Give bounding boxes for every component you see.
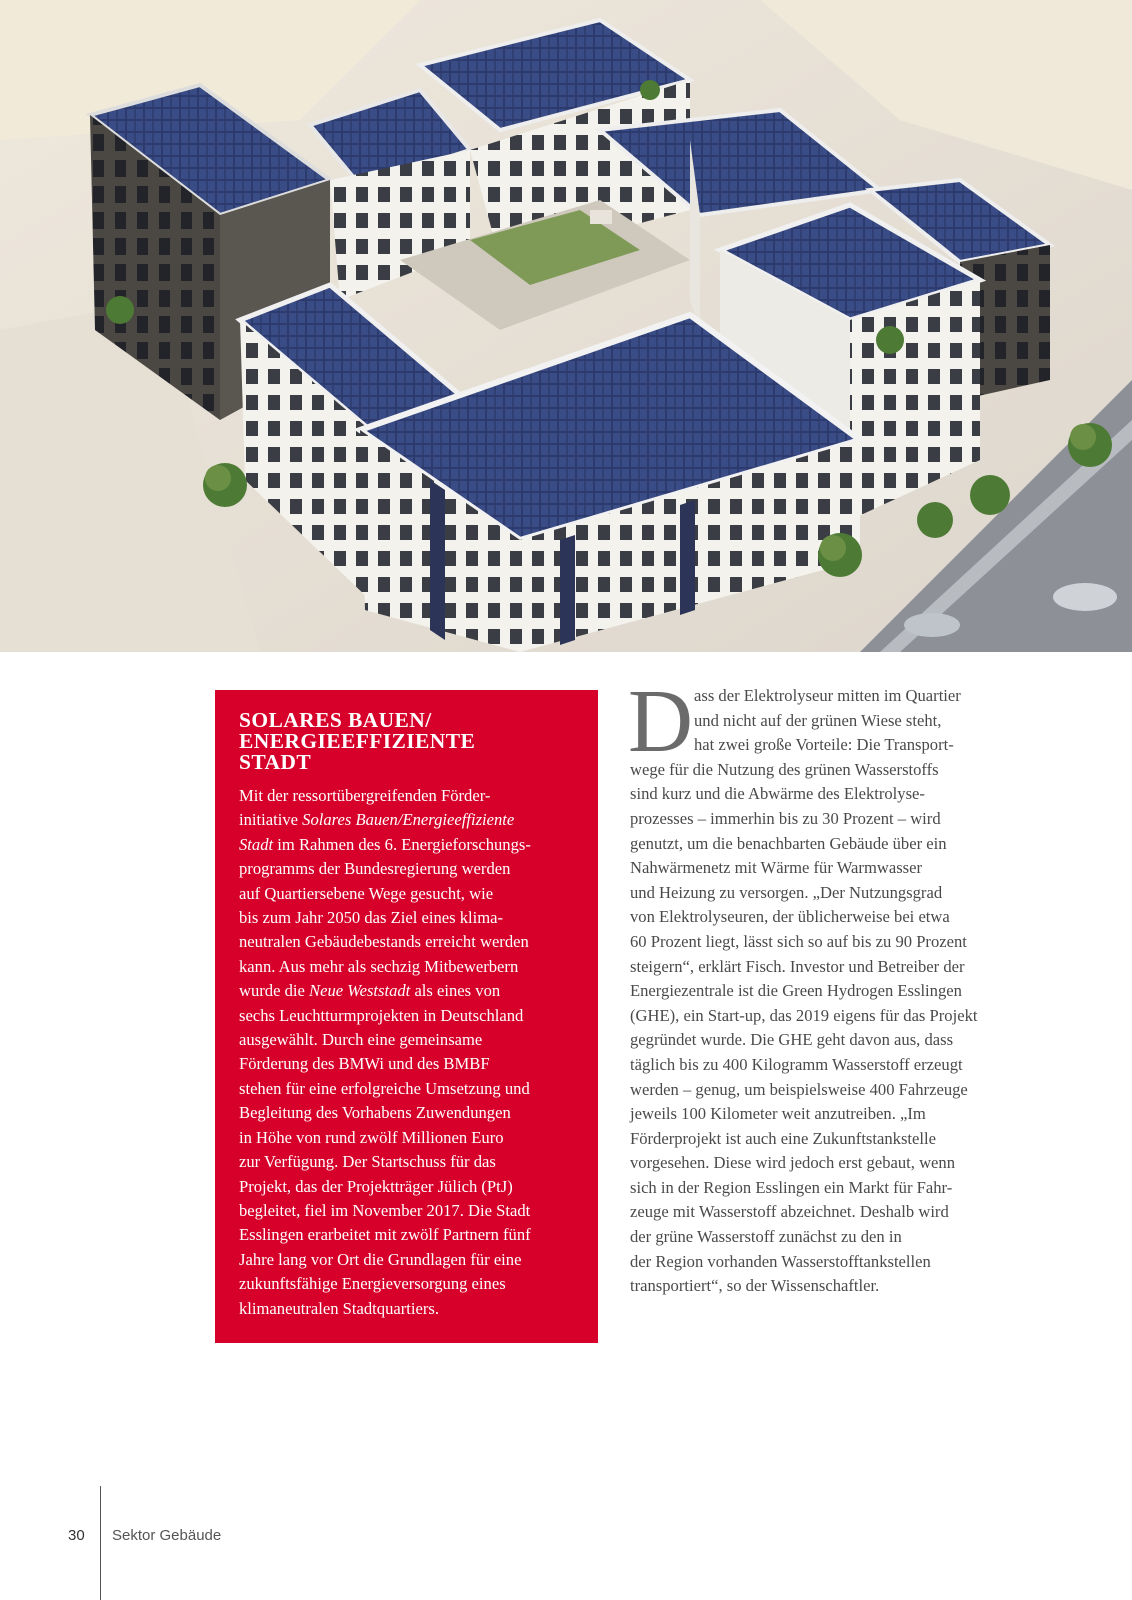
info-box-body <box>239 784 576 1321</box>
info-box-text-line: programms der Bundesregierung werden <box>239 859 511 879</box>
article-text-line: sich in der Region Esslingen ein Markt für Fahr- <box>630 1177 953 1197</box>
info-box-title <box>239 710 576 773</box>
info-box-text-line: bis zum Jahr 2050 das Ziel eines klima- <box>239 908 504 928</box>
article-column <box>628 672 1020 1299</box>
info-box-solares-bauen <box>215 690 598 1343</box>
info-box-text-line: begleitet, fiel im November 2017. Die Stadt <box>239 1200 531 1220</box>
info-box-text-line: Jahre lang vor Ort die Grundlagen für eine <box>239 1249 522 1269</box>
info-box-text-line: Stadt im Rahmen des 6. Energieforschungs- <box>239 834 531 854</box>
info-box-text-line: initiative Solares Bauen/Energieeffiziente <box>239 810 515 830</box>
article-text-line: transportiert“, so der Wissenschaftler. <box>630 1276 880 1296</box>
info-box-text-line: Projekt, das der Projektträger Jülich (PtJ) <box>239 1176 513 1196</box>
info-box-text-line: sechs Leuchtturmprojekten in Deutschland <box>239 1005 524 1025</box>
article-text-line: prozesses – immerhin bis zu 30 Prozent – wird <box>630 808 941 828</box>
info-box-text-line: auf Quartiersebene Wege gesucht, wie <box>239 883 494 903</box>
article-body <box>628 672 1020 1299</box>
drop-cap: D <box>628 672 693 771</box>
article-text-line: von Elektrolyseuren, der üblicherweise bei etwa <box>630 907 950 927</box>
info-box-text-line: zukunftsfähige Energieversorgung eines <box>239 1274 506 1294</box>
article-text-line: hat zwei große Vorteile: Die Transport- <box>694 735 954 755</box>
article-text-line: zeuge mit Wasserstoff abzeichnet. Deshalb wird <box>630 1202 949 1222</box>
info-box-text-line: neutralen Gebäudebestands erreicht werden <box>239 932 529 952</box>
article-text-line: sind kurz und die Abwärme des Elektrolyse- <box>630 784 925 804</box>
info-box-title-line: STADT <box>239 750 312 774</box>
info-box-text-line: wurde die Neue Weststadt als eines von <box>239 981 501 1001</box>
info-box-text-line: in Höhe von rund zwölf Millionen Euro <box>239 1127 504 1147</box>
article-text-line: und nicht auf der grünen Wiese steht, <box>694 710 942 730</box>
hero-building-rendering <box>0 0 1132 652</box>
article-text-line: (GHE), ein Start-up, das 2019 eigens für das Projekt <box>630 1005 978 1025</box>
info-box-text-line: Mit der ressortübergreifenden Förder- <box>239 786 491 805</box>
article-text-line: täglich bis zu 400 Kilogramm Wasserstoff erzeugt <box>630 1054 963 1074</box>
article-text-line: ass der Elektrolyseur mitten im Quartier <box>694 686 961 705</box>
article-text-line: werden – genug, um beispielsweise 400 Fahrzeuge <box>630 1079 968 1099</box>
article-text-line: gegründet wurde. Die GHE geht davon aus, dass <box>630 1030 954 1050</box>
footer-divider <box>100 1486 101 1600</box>
emphasis: Stadt <box>239 834 274 854</box>
article-text-line: steigern“, erklärt Fisch. Investor und Betreiber der <box>630 956 965 976</box>
emphasis: Neue Weststadt <box>309 981 411 1001</box>
info-box-text-line: klimaneutralen Stadtquartiers. <box>239 1298 439 1318</box>
info-box-text-line: stehen für eine erfolgreiche Umsetzung und <box>239 1078 530 1098</box>
info-box-text-line: Förderung des BMWi und des BMBF <box>239 1054 490 1074</box>
article-text-line: vorgesehen. Diese wird jedoch erst gebaut, wenn <box>630 1153 956 1173</box>
article-text-line: Nahwärmenetz mit Wärme für Warmwasser <box>630 858 923 878</box>
article-text-line: 60 Prozent liegt, lässt sich so auf bis zu 90 Prozent <box>630 931 967 951</box>
article-text-line: der Region vorhanden Wasserstofftankstellen <box>630 1251 931 1271</box>
info-box-title-line: SOLARES BAUEN/ <box>239 708 432 732</box>
article-text-line: und Heizung zu versorgen. „Der Nutzungsgrad <box>630 882 943 902</box>
section-name: Sektor Gebäude <box>112 1527 222 1544</box>
info-box-text-line: ausgewählt. Durch eine gemeinsame <box>239 1030 483 1050</box>
article-text-line: Energiezentrale ist die Green Hydrogen Esslingen <box>630 981 962 1001</box>
article-text-line: jeweils 100 Kilometer weit anzutreiben. „Im <box>630 1104 926 1124</box>
info-box-text-line: zur Verfügung. Der Startschuss für das <box>239 1152 496 1172</box>
article-text-line: wege für die Nutzung des grünen Wasserstoffs <box>630 759 939 779</box>
article-text-line: genutzt, um die benachbarten Gebäude über ein <box>630 833 947 853</box>
article-text-line: Förderprojekt ist auch eine Zukunftstankstelle <box>630 1128 936 1148</box>
info-box-text-line: Esslingen erarbeitet mit zwölf Partnern fünf <box>239 1225 531 1245</box>
info-box-text-line: kann. Aus mehr als sechzig Mitbewerbern <box>239 956 519 976</box>
emphasis: Solares Bauen/Energieeffiziente <box>302 810 515 830</box>
info-box-text-line: Begleitung des Vorhabens Zuwendungen <box>239 1103 511 1123</box>
article-text-line: der grüne Wasserstoff zunächst zu den in <box>630 1227 902 1247</box>
info-box-title-line: ENERGIEEFFIZIENTE <box>239 729 476 753</box>
building-illustration <box>0 0 1132 652</box>
page-number: 30 <box>68 1527 85 1544</box>
